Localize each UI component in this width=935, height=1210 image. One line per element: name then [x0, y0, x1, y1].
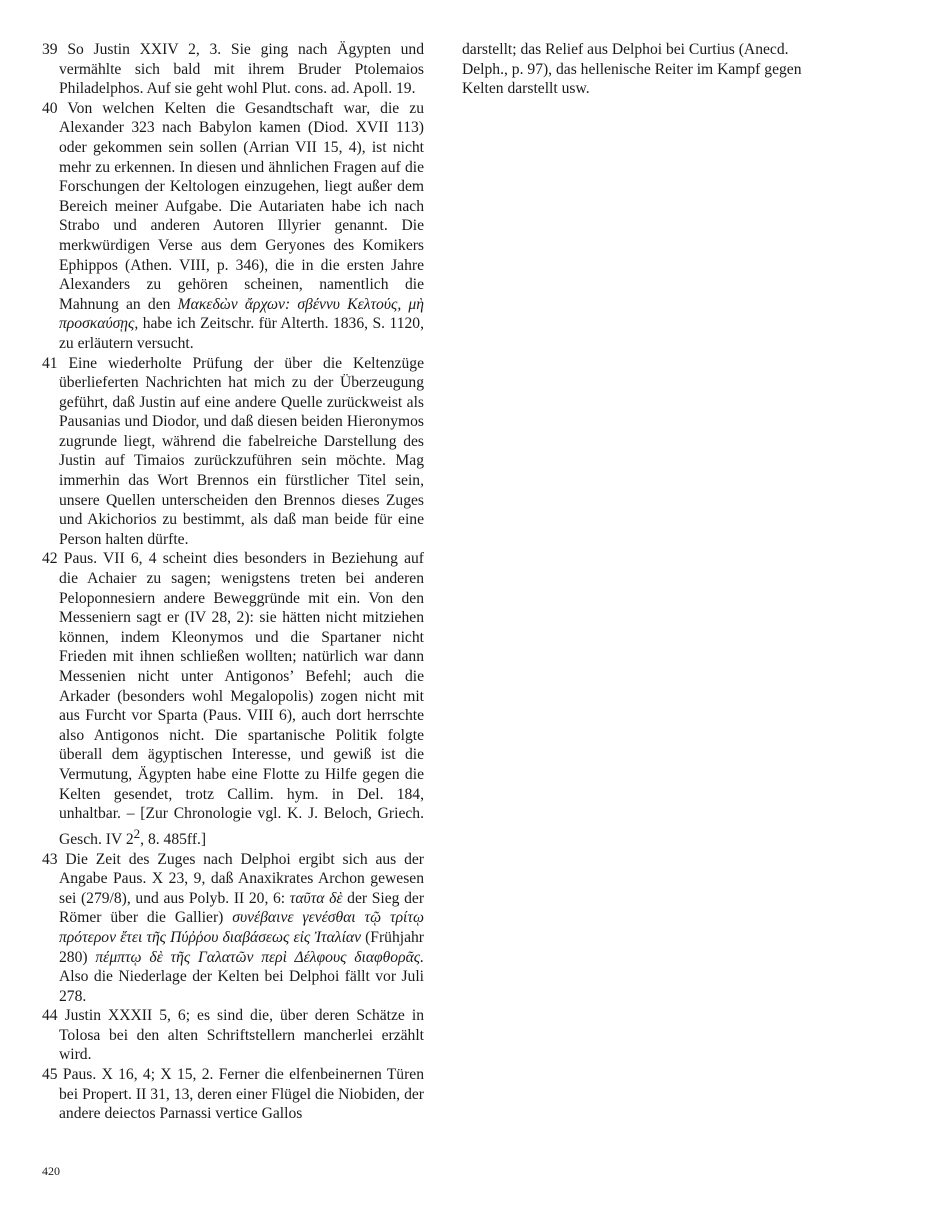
greek-quote: Μακεδὼν ἄρχων: σβέννυ Κελτούς, μὴ προσκαύσῃς, — [59, 295, 424, 333]
footnote-44 — [42, 1006, 424, 1065]
footnote-39 — [42, 40, 424, 99]
footnote-text: Eine wiederholte Prüfung der über die Keltenzüge überlieferten Nachrichten hat mich zu der Überzeugung geführt, daß Justin auf eine andere Quelle zurückweist als Pausanias und Diodor, und daß diesen beiden Hieronymos zugrunde liegt, während die fabelreiche Darstellung des Justin auf Timaios zurückzuführen sein möchte. Mag immerhin das Wort Brennos ein fürstlicher Titel sein, unsere Quellen unterscheiden den Brennos dieses Zuges und Akichorios zu bestimmt, als daß man beide für eine Person halten dürfte. — [59, 354, 424, 548]
footnote-text: (Frühjahr 280) — [59, 928, 424, 966]
footnote-text: Von welchen Kelten die Gesandtschaft war, die zu Alexander 323 nach Babylon kamen (Diod. XVII 113) oder gekommen sein sollen (Arrian VII 15, 4), ist nicht mehr zu erkennen. In diesen und ähnlichen Fragen auf die Forschungen der Keltologen einzugehen, liegt außer dem Bereich meiner Aufgabe. Die Autariaten habe ich nach Strabo und anderen Autoren Illyrier genannt. Die merkwürdigen Verse aus dem Geryones des Komikers Ephippos (Athen. VIII, p. 346), die in die ersten Jahre Alexanders zu gehören scheinen, namentlich die Mahnung an den — [59, 99, 425, 313]
footnote-number: 43 — [42, 850, 58, 868]
footnote-number: 39 — [42, 41, 58, 58]
footnote-text: So Justin XXIV 2, 3. Sie ging nach Ägypten und vermählte sich bald mit ihrem Bruder Ptolemaios Philadelphos. Auf sie geht wohl Plut. cons. ad. Apoll. 19. — [59, 41, 424, 98]
footnote-number: 42 — [42, 550, 58, 568]
footnote-text: der Sieg der Römer über die Gallier) — [59, 889, 425, 927]
footnote-text: Paus. VII 6, 4 scheint dies besonders in Beziehung auf die Achaier zu sagen; wenigstens treten bei anderen Peloponnesiern andere Beweggründe mit ein. Von den Messeniern sagt er (IV 28, 2): sie hätten nicht mitziehen können, indem Kleonymos und die Spartaner nicht Frieden mit ihnen schließen wollten; natürlich war dann Messenien nicht unter Antigonos’ Befehl; auch die Arkader (besonders wohl Megalopolis) zogen nicht mit aus Furcht vor Sparta (Paus. VIII 6), auch dort herrschte also Antigonos nicht. Die spartanische Politik folgte überall dem ägyptischen Interesse, und gewiß ist die Vermutung, Ägypten habe eine Flotte zu Hilfe gegen die Kelten gesendet, trotz Callim. hym. in Del. 184, unhaltbar. – [Zur Chronologie vgl. K. J. Beloch, Griech. Gesch. IV 2 — [59, 550, 424, 848]
footnote-45 — [42, 1065, 424, 1124]
footnote-number: 41 — [42, 354, 58, 372]
footnote-42 — [42, 549, 424, 849]
footnote-text: Die Zeit des Zuges nach Delphoi ergibt sich aus der Angabe Paus. X 23, 9, daß Anaxikrates Archon gewesen sei (279/8), und aus Polyb. II 20, 6: — [59, 850, 424, 907]
footnote-40 — [42, 99, 424, 354]
superscript: 2 — [133, 825, 141, 841]
footnote-number: 45 — [42, 1066, 58, 1084]
footnote-text: Paus. X 16, 4; X 15, 2. Ferner die elfenbeinernen Türen bei Propert. II 31, 13, deren einer Flügel die Niobiden, der andere deiectos Parnassi vertice Gallos — [59, 1066, 424, 1123]
footnote-text: , 8. 485ff.] — [140, 830, 207, 848]
greek-quote: ταῦτα δὲ — [289, 889, 343, 907]
footnote-text: Also die Niederlage der Kelten bei Delphoi fällt vor Juli 278. — [59, 968, 424, 1005]
footnote-45-continuation: darstellt; das Relief aus Delphoi bei Curtius (Anecd. Delph., p. 97), das hellenische Reiter im Kampf gegen Kelten darstellt usw. — [462, 41, 802, 98]
footnote-41 — [42, 354, 424, 550]
footnote-43 — [42, 850, 424, 1007]
footnote-number: 40 — [42, 99, 58, 117]
greek-quote: πέμπτῳ δὲ τῆς Γαλατῶν περὶ Δέλφους διαφθορᾶς. — [95, 948, 424, 966]
footnote-number: 44 — [42, 1007, 58, 1025]
footnote-text: Justin XXXII 5, 6; es sind die, über deren Schätze in Tolosa bei den alten Schriftstellern mancherlei erzählt wird. — [59, 1007, 424, 1064]
footnotes-right-column — [462, 40, 826, 99]
footnotes-left-column — [42, 40, 424, 1124]
greek-quote: συνέβαινε γενέσθαι τῷ τρίτῳ πρότερον ἔτει τῆς Πύῤῥου διαβάσεως εἰς Ἰταλίαν — [59, 909, 424, 946]
page-number: 420 — [42, 1164, 60, 1178]
footnote-text: habe ich Zeitschr. für Alterth. 1836, S. 1120, zu erläutern versucht. — [59, 315, 424, 352]
